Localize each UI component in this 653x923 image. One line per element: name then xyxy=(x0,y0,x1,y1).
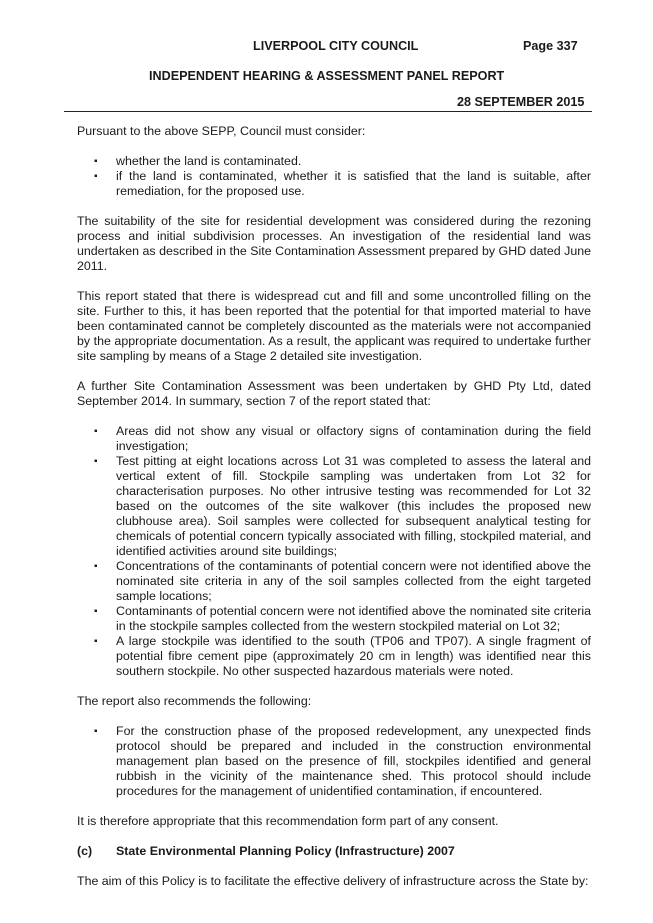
recommendations-list xyxy=(77,724,591,799)
list-item: ▪ Concentrations of the contaminants of potential concern were not identified above the nominated site criteria in any of the soil samples collected from the eight targeted sample locations; xyxy=(77,559,591,604)
paragraph-policy-aim: The aim of this Policy is to facilitate the effective delivery of infrastructure across the State by: xyxy=(77,874,589,888)
section-letter: (c) xyxy=(77,844,93,858)
council-name: LIVERPOOL CITY COUNCIL xyxy=(253,39,419,53)
list-item: ▪ Test pitting at eight locations across Lot 31 was completed to assess the lateral and vertical extent of fill. Stockpile sampling was undertaken from Lot 32 for characterisation purposes. No other intrusive testing was recommended for Lot 32 based on the outcomes of the site walkover (this includes the proposed new clubhouse area). Soil samples were collected for subsequent analytical testing for chemicals of potential concern typically associated with filling, stockpiled material, and identified activities around site buildings; xyxy=(77,454,591,559)
consider-list xyxy=(77,154,591,199)
findings-list xyxy=(77,424,591,679)
paragraph-recommends: The report also recommends the following: xyxy=(77,694,312,708)
report-body xyxy=(77,124,591,904)
list-item: ▪ Areas did not show any visual or olfactory signs of contamination during the field investigation; xyxy=(77,424,591,454)
intro-paragraph: Pursuant to the above SEPP, Council must consider: xyxy=(77,124,366,138)
section-heading xyxy=(77,844,591,859)
page-number: Page 337 xyxy=(523,39,578,53)
list-item: ▪ For the construction phase of the proposed redevelopment, any unexpected finds protocol should be prepared and included in the construction environmental management plan based on the presence of fill, stockpiles identified and general rubbish in the vicinity of the maintenance shed. This protocol should include procedures for the management of unidentified contamination, if encountered. xyxy=(77,724,591,799)
header-rule xyxy=(64,111,592,112)
paragraph-suitability: The suitability of the site for residential development was considered during the rezoning process and initial subdivision processes. An investigation of the residential land was undertaken as described in the Site Contamination Assessment prepared by GHD dated June 2011. xyxy=(77,214,591,273)
list-item: ▪ A large stockpile was identified to the south (TP06 and TP07). A single fragment of potential fibre cement pipe (approximately 20 cm in length) was identified near this southern stockpile. No other suspected hazardous materials were noted. xyxy=(77,634,591,679)
section-title: State Environmental Planning Policy (Infrastructure) 2007 xyxy=(116,844,455,858)
list-item: ▪ if the land is contaminated, whether it is satisfied that the land is suitable, after remediation, for the proposed use. xyxy=(77,169,591,199)
paragraph-fill: This report stated that there is widespread cut and fill and some uncontrolled filling on the site. Further to this, it has been reported that the potential for that imported material to have been contaminated cannot be completely discounted as the materials were not accompanied by the appropriate documentation. As a result, the applicant was required to undertake further site sampling by means of a Stage 2 detailed site investigation. xyxy=(77,289,591,363)
list-item: ▪ Contaminants of potential concern were not identified above the nominated site criteria in the stockpile samples collected from the western stockpiled material on Lot 32; xyxy=(77,604,591,634)
paragraph-further-assessment: A further Site Contamination Assessment was been undertaken by GHD Pty Ltd, dated September 2014. In summary, section 7 of the report stated that: xyxy=(77,379,591,408)
report-date: 28 SEPTEMBER 2015 xyxy=(457,95,585,109)
paragraph-consent: It is therefore appropriate that this recommendation form part of any consent. xyxy=(77,814,499,828)
report-title: INDEPENDENT HEARING & ASSESSMENT PANEL REPORT xyxy=(149,69,505,83)
list-item: ▪ whether the land is contaminated. xyxy=(77,154,591,169)
